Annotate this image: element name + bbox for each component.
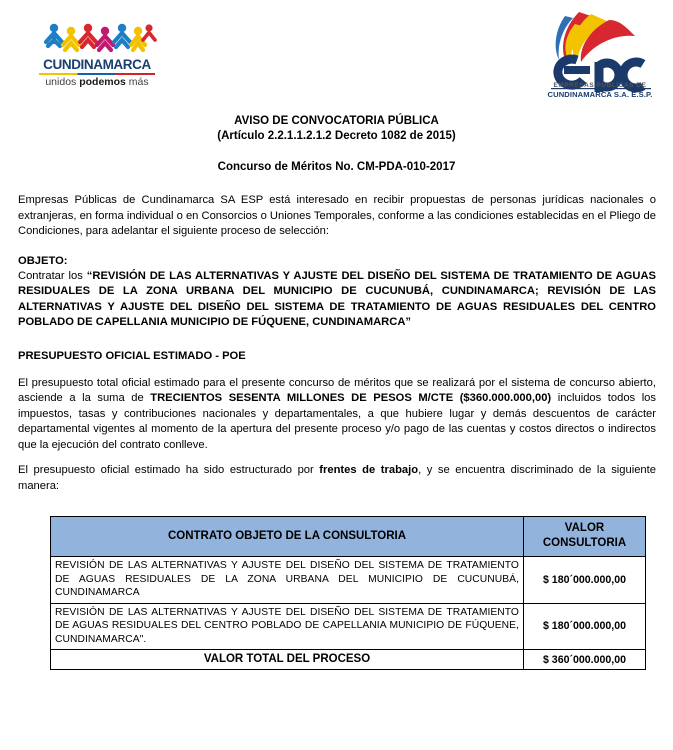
presupuesto-p2-post: , y se encuentra discriminado de la siguiente manera: [18, 464, 656, 492]
row-1-value: $ 180´000.000,00 [524, 557, 646, 604]
title-line-2: (Artículo 2.2.1.1.2.1.2 Decreto 1082 de 2015) [217, 130, 456, 142]
svg-text:EMPRESAS PÚBLICAS DE: EMPRESAS PÚBLICAS DE [553, 82, 647, 89]
document-body [0, 175, 673, 516]
presupuesto-paragraph-2 [18, 463, 656, 494]
budget-table-container [0, 516, 673, 670]
column-header-valor-consultoria [524, 517, 646, 557]
objeto-text: “REVISIÓN DE LAS ALTERNATIVAS Y AJUSTE DEL DISEÑO DEL SISTEMA DE TRATAMIENTO DE AGUAS RESIDUALES DE LA ZONA URBANA DEL MUNICIPIO DE CUCUNUBÁ, CUNDINAMARCA; REVISIÓN DE LAS ALTERNATIVAS Y AJUSTE DEL DISEÑO DEL SISTEMA DE TRATAMIENTO DE AGUAS RESIDUALES DEL CENTRO POBLADO DE CAPELLANIA MUNICIPIO DE FÚQUENE, CUNDINAMARCA” [18, 269, 656, 328]
presupuesto-p1-post: incluidos todos los impuestos, tasas y contribuciones nacionales y departamentales, a que hubiere lugar y demás descuentos de carácter departamental vigentes al momento de la apertura del presente proceso y/o pago de las cuentas y costos directos o indirectos que la ejecución del contrato conlleve. [18, 392, 656, 451]
presupuesto-amount-words: TRECIENTOS SESENTA MILLONES DE PESOS M/CTE ($360.000.000,00) [150, 392, 552, 404]
table-header-row [51, 517, 646, 557]
column-header-contrato-objeto: CONTRATO OBJETO DE LA CONSULTORIA [51, 517, 524, 557]
total-value: $ 360´000.000,00 [524, 650, 646, 670]
budget-table [50, 516, 646, 670]
table-row [51, 603, 646, 650]
objeto-lead: Contratar los [18, 269, 87, 282]
presupuesto-p1-pre: El presupuesto total oficial estimado para el presente concurso de méritos que se realizará por el sistema de concurso abierto, asciende a la suma de [18, 376, 656, 404]
table-total-row [51, 650, 646, 670]
document-subtitle: Concurso de Méritos No. CM-PDA-010-2017 [217, 161, 456, 173]
frentes-de-trabajo-emphasis: frentes de trabajo [319, 464, 419, 476]
cundinamarca-figures-icon [36, 22, 158, 56]
title-line-1: AVISO DE CONVOCATORIA PÚBLICA [234, 115, 439, 127]
valor-line-1: VALOR [564, 522, 605, 534]
objeto-heading: OBJETO: [18, 254, 68, 267]
budget-table-body [51, 557, 646, 670]
presupuesto-paragraph-1 [18, 376, 656, 454]
cundinamarca-logo [36, 22, 158, 88]
document-header [0, 0, 673, 100]
total-label: VALOR TOTAL DEL PROCESO [51, 650, 524, 670]
document-title [0, 114, 673, 144]
table-row [51, 557, 646, 604]
presupuesto-heading: PRESUPUESTO OFICIAL ESTIMADO - POE [18, 349, 246, 362]
intro-paragraph: Empresas Públicas de Cundinamarca SA ESP está interesado en recibir propuestas de personas jurídicas nacionales o extranjeras, en forma individual o en Consorcios o Uniones Temporales, conforme a las condiciones establecidas en el Pliego de Condiciones, para adelantar el siguiente proceso de selección: [18, 194, 656, 237]
row-2-value: $ 180´000.000,00 [524, 603, 646, 650]
budget-table-head [51, 517, 646, 557]
cundinamarca-wordmark: CUNDINAMARCA [43, 57, 151, 72]
tagline-pre: unidos [45, 76, 80, 88]
tagline-bold: podemos [79, 76, 126, 88]
presupuesto-p2-pre: El presupuesto oficial estimado ha sido estructurado por [18, 464, 320, 476]
valor-line-2: CONSULTORIA [542, 537, 627, 549]
objeto-paragraph [18, 269, 656, 331]
row-1-description: REVISIÓN DE LAS ALTERNATIVAS Y AJUSTE DEL DISEÑO DEL SISTEMA DE TRATAMIENTO DE AGUAS RESIDUALES DE LA ZONA URBANA DEL MUNICIPIO DE CUCUNUBÁ, CUNDINAMARCA [51, 557, 524, 604]
cundinamarca-tricolor-rule [39, 73, 155, 75]
tagline-post: más [125, 76, 149, 88]
svg-text:CUNDINAMARCA S.A. E.S.P.: CUNDINAMARCA S.A. E.S.P. [547, 90, 653, 99]
row-2-description: REVISIÓN DE LAS ALTERNATIVAS Y AJUSTE DEL DISEÑO DEL SISTEMA DE TRATAMIENTO DE AGUAS RESIDUALES DEL CENTRO POBLADO DE CAPELLANIA MUNICIPIO DE FÚQUENE, CUNDINAMARCA". [51, 603, 524, 650]
epc-logo [539, 8, 661, 100]
cundinamarca-tagline [36, 76, 158, 88]
